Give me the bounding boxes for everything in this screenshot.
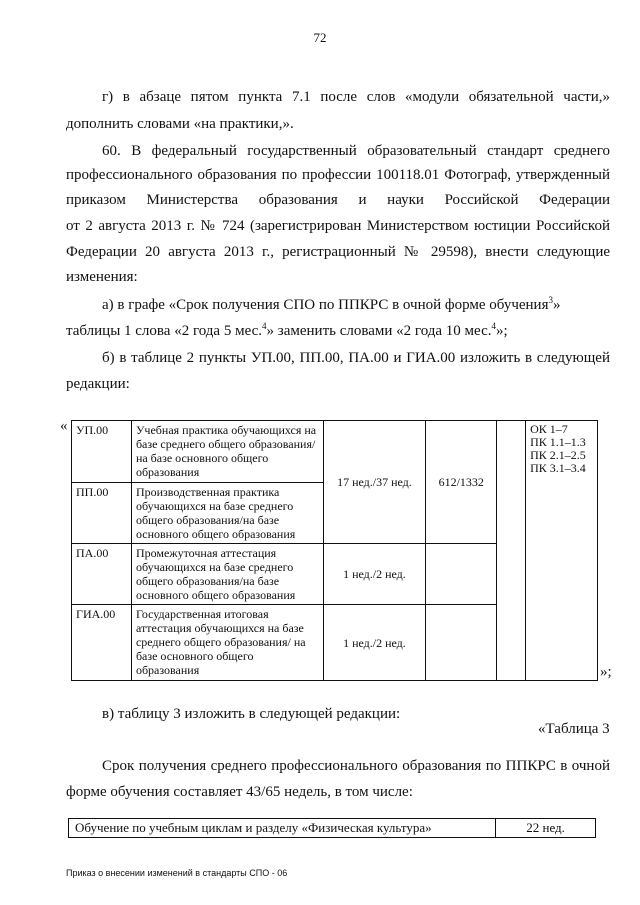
table-2	[71, 420, 598, 681]
para-60-line-6: изменения:	[66, 269, 138, 285]
para-a-text-2-mid: » заменить словами «2 года 10 мес.	[266, 323, 492, 339]
table-row	[72, 421, 598, 483]
row-code: ПА.00	[72, 544, 132, 605]
para-a-text-1-end: »	[552, 297, 561, 313]
row-description: Промежуточная аттестация обучающихся на базе среднего общего образования/на базе основного общего образования	[131, 544, 323, 605]
row-code: ПП.00	[72, 483, 132, 544]
para-a-text-1: а) в графе «Срок получения СПО по ППКРС в очной форме обучения	[102, 297, 549, 313]
para-a-line-1	[102, 296, 560, 314]
para-a-line-2	[66, 322, 508, 340]
para-g-line-2: дополнить словами «на практики,».	[66, 116, 294, 132]
footnote-mark: 4	[262, 321, 267, 331]
para-60-line-4: от 2 августа 2013 г. № 724 (зарегистрирован Министерством юстиции Российской	[66, 218, 610, 234]
competency: ПК 3.1–3.4	[530, 461, 586, 475]
empty-cell	[497, 421, 526, 681]
table-3-value-cell: 22 нед.	[496, 819, 596, 838]
para-g-line-1: г) в абзаце пятом пункта 7.1 после слов «модули обязательной части,»	[102, 89, 610, 105]
competencies-cell	[526, 421, 598, 681]
row-code: ГИА.00	[72, 605, 132, 681]
para-a-text-2-end: »;	[496, 323, 508, 339]
para-v: в) таблицу 3 изложить в следующей редакции:	[102, 706, 401, 722]
row-description: Учебная практика обучающихся на базе среднего общего образования/на базе основного общего образования	[131, 421, 323, 483]
row-code: УП.00	[72, 421, 132, 483]
hours-cell	[426, 544, 497, 605]
weeks-cell: 17 нед./37 нед.	[323, 421, 426, 544]
table-row	[69, 819, 596, 838]
footnote-mark: 3	[548, 295, 553, 305]
weeks-cell: 1 нед./2 нед.	[323, 544, 426, 605]
quote-open: «	[60, 418, 68, 434]
para-a-text-2: таблицы 1 слова «2 года 5 мес.	[66, 323, 263, 339]
weeks-cell: 1 нед./2 нед.	[323, 605, 426, 681]
quote-close: »;	[600, 664, 612, 680]
footnote-mark: 4	[491, 321, 496, 331]
table-3-label-cell: Обучение по учебным циклам и разделу «Физическая культура»	[69, 819, 496, 838]
table-3	[68, 818, 596, 838]
competency: ПК 1.1–1.3	[530, 435, 586, 449]
para-60-line-1: 60. В федеральный государственный образовательный стандарт среднего	[102, 143, 610, 159]
table-3-label: «Таблица 3	[538, 721, 610, 737]
footer: Приказ о внесении изменений в стандарты СПО - 06	[66, 868, 288, 878]
para-srok-line-1: Срок получения среднего профессионального образования по ППКРС в очной	[102, 758, 610, 774]
para-b-line-1: б) в таблице 2 пункты УП.00, ПП.00, ПА.00 и ГИА.00 изложить в следующей	[102, 350, 610, 366]
hours-cell: 612/1332	[426, 421, 497, 544]
para-60-line-2: профессионального образования по профессии 100118.01 Фотограф, утвержденный	[66, 167, 610, 183]
para-60-line-5: Федерации 20 августа 2013 г., регистрационный № 29598), внести следующие	[66, 244, 610, 260]
row-description: Производственная практика обучающихся на базе среднего общего образования/на базе основного общего образования	[131, 483, 323, 544]
hours-cell	[426, 605, 497, 681]
competency: ОК 1–7	[530, 422, 568, 436]
para-60-line-3: приказом Министерства образования и науки Российской Федерации	[66, 192, 610, 208]
para-srok-line-2: форме обучения составляет 43/65 недель, в том числе:	[66, 784, 413, 800]
row-description: Государственная итоговая аттестация обучающихся на базе среднего общего образования/ на базе основного общего образования	[131, 605, 323, 681]
competency: ПК 2.1–2.5	[530, 448, 586, 462]
para-b-line-2: редакции:	[66, 376, 130, 392]
page-number: 72	[313, 30, 327, 45]
